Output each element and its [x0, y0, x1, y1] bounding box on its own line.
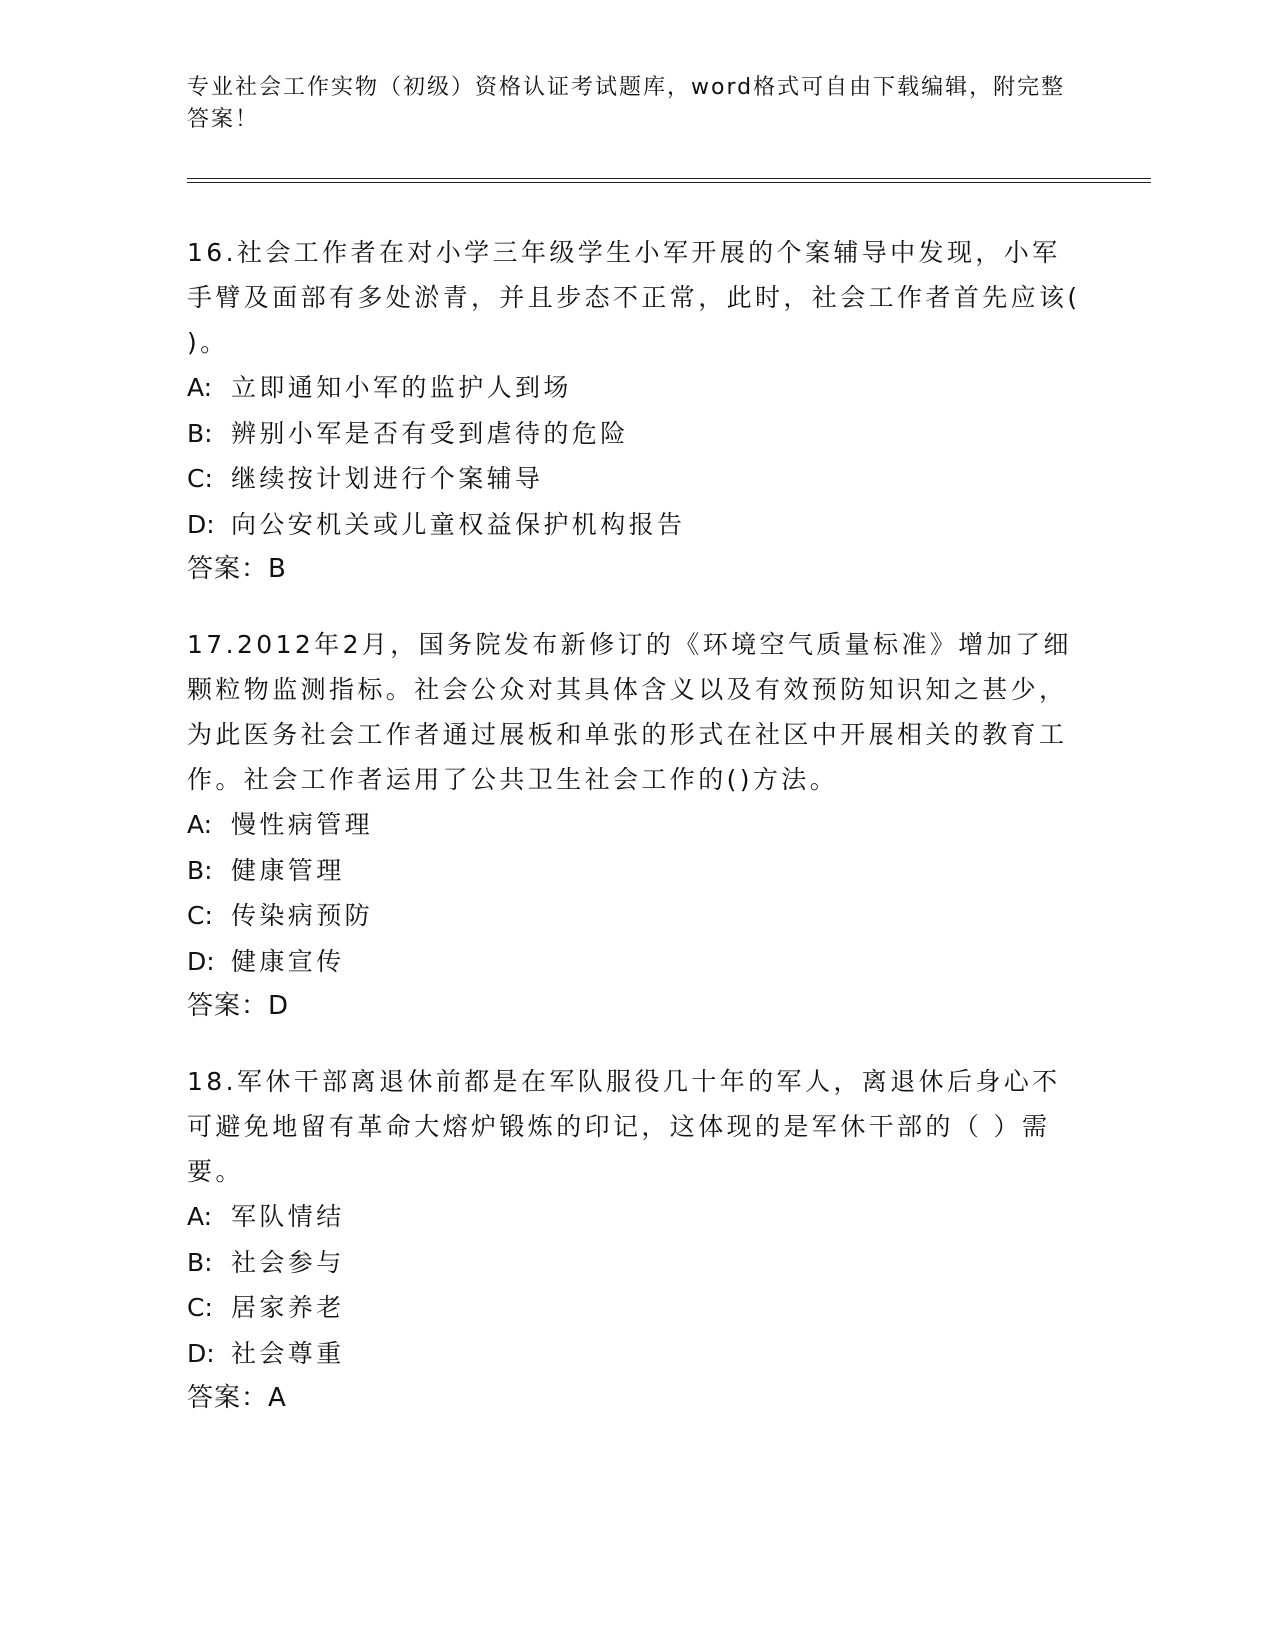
option-b: [187, 1240, 1087, 1286]
option-text: 居家养老: [231, 1293, 345, 1322]
option-d: [187, 939, 1087, 985]
option-c: [187, 893, 1087, 939]
option-letter: B:: [187, 855, 213, 885]
option-letter: A:: [187, 810, 213, 839]
answer-label: 答案：: [187, 991, 269, 1021]
option-letter: C:: [187, 901, 213, 930]
header-divider-bottom: [187, 182, 1151, 183]
option-letter: D:: [187, 509, 215, 539]
answer-label: 答案：: [187, 1383, 269, 1413]
option-text: 继续按计划进行个案辅导: [231, 464, 544, 493]
option-letter: D:: [187, 1338, 215, 1368]
answer-label: 答案：: [187, 554, 269, 584]
option-letter: C:: [187, 464, 213, 493]
answer-value: D: [268, 991, 290, 1021]
question-stem: 16.社会工作者在对小学三年级学生小军开展的个案辅导中发现，小军手臂及面部有多处淤青，并且步态不正常，此时，社会工作者首先应该( )。: [187, 238, 1081, 357]
option-b: [187, 411, 1087, 457]
answer-line: [187, 984, 1087, 1029]
option-d: [187, 1331, 1087, 1377]
option-text: 军队情结: [231, 1202, 345, 1231]
question-stem: 17.2012年2月，国务院发布新修订的《环境空气质量标准》增加了细颗粒物监测指标。社会公众对其具体含义以及有效预防知识知之甚少，为此医务社会工作者通过展板和单张的形式在社区中开展相关的教育工作。社会工作者运用了公共卫生社会工作的()方法。: [187, 630, 1072, 794]
question-16: [187, 230, 1087, 592]
option-text: 慢性病管理: [231, 810, 374, 839]
option-letter: C:: [187, 1293, 213, 1322]
option-a: [187, 1194, 1087, 1240]
question-18: [187, 1059, 1087, 1421]
option-text: 社会尊重: [231, 1338, 345, 1368]
answer-value: A: [268, 1383, 287, 1413]
option-c: [187, 1285, 1087, 1331]
option-letter: A:: [187, 373, 213, 402]
option-text: 辨别小军是否有受到虐待的危险: [231, 418, 629, 448]
option-text: 向公安机关或儿童权益保护机构报告: [231, 509, 686, 539]
option-text: 社会参与: [231, 1247, 345, 1277]
question-17: [187, 622, 1087, 1029]
option-d: [187, 502, 1087, 548]
option-letter: D:: [187, 946, 215, 976]
option-text: 立即通知小军的监护人到场: [231, 373, 572, 402]
option-a: [187, 365, 1087, 411]
document-header: 专业社会工作实物（初级）资格认证考试题库，word格式可自由下载编辑，附完整答案！: [187, 75, 1066, 132]
option-text: 传染病预防: [231, 901, 374, 930]
option-text: 健康管理: [231, 855, 345, 885]
option-text: 健康宣传: [231, 946, 345, 976]
answer-value: B: [268, 554, 287, 584]
question-stem: 18.军休干部离退休前都是在军队服役几十年的军人，离退休后身心不可避免地留有革命大熔炉锻炼的印记，这体现的是军休干部的（ ）需要。: [187, 1067, 1061, 1186]
option-letter: B:: [187, 418, 213, 448]
option-letter: A:: [187, 1202, 213, 1231]
option-c: [187, 456, 1087, 502]
option-letter: B:: [187, 1247, 213, 1277]
answer-line: [187, 1376, 1087, 1421]
answer-line: [187, 547, 1087, 592]
option-a: [187, 802, 1087, 848]
header-divider-top: [187, 178, 1151, 179]
option-b: [187, 848, 1087, 894]
